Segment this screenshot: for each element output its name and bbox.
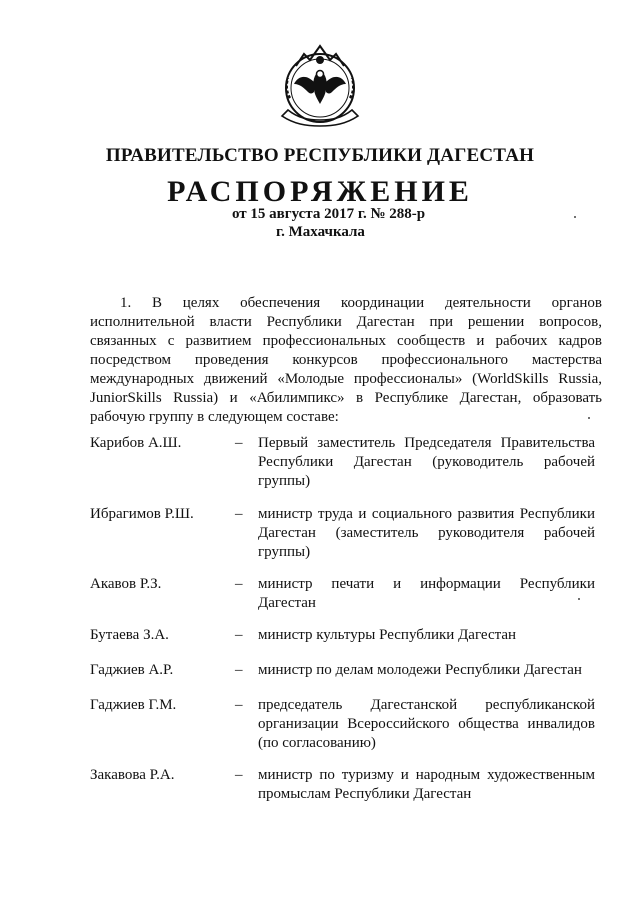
member-role: министр культуры Республики Дагестан (258, 627, 517, 643)
scan-speck (574, 216, 576, 218)
document-date-number: от 15 августа 2017 г. № 288-р (232, 206, 426, 222)
scan-speck (588, 417, 590, 419)
member-name: Гаджиев Г.М. (90, 697, 177, 713)
member-name: Закавова Р.А. (90, 767, 175, 783)
member-role: председатель Дагестанской республиканской организации Всероссийского общества инвалидов (по согласованию) (258, 697, 595, 751)
member-role: министр по туризму и народным художественным промыслам Республики Дагестан (258, 767, 595, 802)
member-role: министр труда и социального развития Республики Дагестан (заместитель руководителя рабочей группы) (258, 506, 595, 560)
member-name: Ибрагимов Р.Ш. (90, 506, 194, 522)
member-dash: – (235, 576, 243, 592)
member-dash: – (235, 697, 243, 713)
document-city: г. Махачкала (276, 224, 365, 240)
member-role: министр печати и информации Республики Дагестан (258, 576, 595, 611)
member-role: министр по делам молодежи Республики Дагестан (258, 662, 582, 678)
scan-speck (578, 598, 580, 600)
member-dash: – (235, 662, 243, 678)
member-dash: – (235, 435, 243, 451)
member-name: Акавов Р.З. (90, 576, 162, 592)
member-dash: – (235, 506, 243, 522)
member-dash: – (235, 767, 243, 783)
member-name: Гаджиев А.Р. (90, 662, 174, 678)
member-name: Бутаева З.А. (90, 627, 169, 643)
member-dash: – (235, 627, 243, 643)
member-role: Первый заместитель Председателя Правительства Республики Дагестан (руководитель рабочей группы) (258, 435, 595, 489)
document-type-heading: РАСПОРЯЖЕНИЕ (167, 175, 473, 208)
dagestan-coat-of-arms-icon (268, 44, 372, 128)
paragraph-1: 1. В целях обеспечения координации деятельности органов исполнительной власти Республики Дагестан при решении вопросов, связанных с развитием профессиональных сообществ и рабочих кадров посредством проведения конкурсов профессионального мастерства международных движений «Молодые профессионалы» (WorldSkills Russia, JuniorSkills Russia) и «Абилимпикс» в Республике Дагестан, образовать рабочую группу в следующем составе: (90, 295, 602, 425)
government-title: ПРАВИТЕЛЬСТВО РЕСПУБЛИКИ ДАГЕСТАН (105, 145, 535, 166)
member-name: Карибов А.Ш. (90, 435, 182, 451)
